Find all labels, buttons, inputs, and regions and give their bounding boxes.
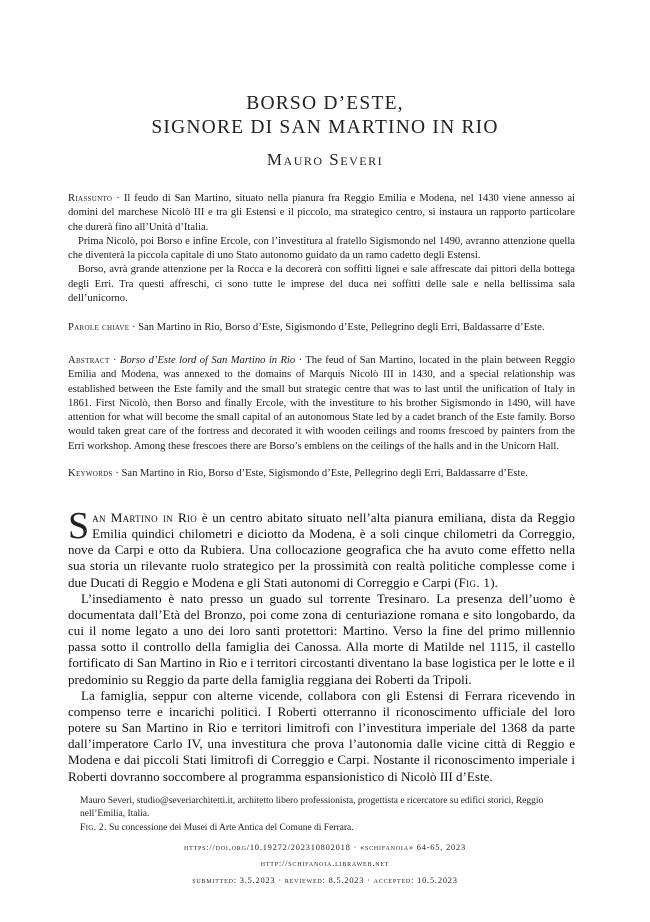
article-title-line1: BORSO D’ESTE, bbox=[246, 93, 404, 114]
riassunto-paragraph-1: Il feudo di San Martino, situato nella pianura fra Reggio Emilia e Modena, nel 1430 viene annesso ai domini del marchese Nicolò III e tra gli Estensi e il piccolo, ma strategico centro, si instaura un rapporto particolare che durerà fino all’Unità d’Italia. bbox=[68, 193, 575, 233]
abstract-block bbox=[68, 354, 575, 454]
body-paragraph-1-end: ). bbox=[490, 574, 498, 590]
journal-url-line[interactable]: http://schifanoia.libraweb.net bbox=[260, 859, 390, 868]
abstract-label: Abstract bbox=[68, 355, 110, 366]
article-title-line2: SIGNORE DI SAN MARTINO IN RIO bbox=[151, 117, 499, 138]
riassunto-label: Riassunto bbox=[68, 193, 113, 204]
author-footnote: Mauro Severi, studio@severiarchitetti.it, architetto libero professionista, progettista e ricercatore su edifici storici, Reggio nell’Emilia, Italia. bbox=[80, 796, 544, 819]
doi-line[interactable]: https://doi.org/10.19272/202310802018 · «schifanoia» 64-65, 2023 bbox=[183, 843, 467, 852]
abstract-title: Borso d’Este lord of San Martino in Rio bbox=[119, 355, 296, 366]
figure-caption-footnote bbox=[80, 822, 575, 835]
parole-chiave-block bbox=[68, 321, 575, 335]
riassunto-separator: · bbox=[112, 193, 124, 204]
abstract-text: · The feud of San Martino, located in the plain between Reggio Emilia and Modena, was annexed to the domains of Marquis Nicolò III in 1430, and a special relationship was established between the Este family and the small but strategic centre that was to last until the unification of Italy in 1861. First Nicolò, then Borso and finally Ercole, with the investiture to his brother Sigismondo in 1490, will have attention for what will become the small capital of an autonomous State led by a cadet branch of the Este family. Borso would taken great care of the fortress and decorated it with wooden ceilings and rooms frescoed by painters from the Erri workshop. Among these frescoes there are Borso’s emblens on the ceilings of the halls and in the Unicorn Hall. bbox=[68, 355, 575, 452]
place-name-smallcaps: an Martino in Rio bbox=[92, 510, 198, 525]
body-paragraph-2: L’insediamento è nato presso un guado sul torrente Tresinaro. La presenza dell’uomo è documentata dall’Età del Bronzo, poi come zona di centuriazione romana e sito longobardo, da cui il nome legato a uno dei loro santi protettori: Martino. Verso la fine del primo millennio passa sotto il controllo della famiglia dei Canossa. Alla morte di Matilde nel 1115, il castello fortificato di San Martino in Rio e i territori circostanti diventano la base logistica per le lotte e il predominio su Reggio da parte della famiglia reggiana dei Roberti da Tripoli. bbox=[68, 590, 575, 687]
keywords-text: San Martino in Rio, Borso d’Este, Sigismondo d’Este, Pellegrino degli Erri, Baldassarre d’Este. bbox=[121, 468, 528, 479]
body-paragraph-3: La famiglia, seppur con alterne vicende, collabora con gli Estensi di Ferrara ricevendo in compenso terre e incarichi politici. I Roberti otterranno il riconoscimento ufficiale del loro potere su San Martino in Rio e territori limitrofi con l’investitura imperiale del 1368 da parte dall’imperatore Carlo IV, una investitura che prova l’autonomia dalle vicine città di Reggio e Modena e dai piccoli Stati limitrofi di Correggio e Carpi. Nostante il riconoscimento imperiale i Roberti dovranno soccombere al programma espansionistico di Nicolò III d’Este. bbox=[68, 687, 575, 784]
figure-reference-link[interactable]: Fig. 1 bbox=[458, 574, 491, 590]
article-author: Mauro Severi bbox=[266, 150, 384, 169]
submission-dates-line: submitted: 3.5.2023 · reviewed: 8.5.2023 · accepted: 10.5.2023 bbox=[192, 876, 458, 885]
keywords-block bbox=[68, 467, 575, 481]
figure-caption-text: Su concessione dei Musei di Arte Antica del Comune di Ferrara. bbox=[106, 823, 354, 833]
riassunto-block bbox=[68, 192, 575, 306]
figure-caption-label: Fig. 2. bbox=[80, 823, 107, 833]
body-paragraph-1 bbox=[68, 505, 575, 591]
parole-chiave-separator: · bbox=[129, 322, 139, 333]
article-body bbox=[68, 505, 575, 785]
abstract-separator: · bbox=[109, 355, 120, 366]
parole-chiave-text: San Martino in Rio, Borso d’Este, Sigismondo d’Este, Pellegrino degli Erri, Baldassarre d’Este. bbox=[138, 322, 545, 333]
drop-cap: S bbox=[68, 505, 90, 547]
riassunto-paragraph-3: Borso, avrà grande attenzione per la Rocca e la decorerà con soffitti lignei e sale affrescate dai pittori della bottega degli Erri. Tra questi affreschi, ci sono tutte le imprese del duca nei soffitti delle sale e nella bellissima sala dell’unicorno. bbox=[68, 264, 575, 305]
keywords-separator: · bbox=[112, 468, 122, 479]
riassunto-paragraph-2: Prima Nicolò, poi Borso e infine Ercole, con l’investitura al fratello Sigismondo nel 1490, avranno attenzione quella che diventerà la piccola capitale di uno Stato autonomo guidato da un ramo cadetto degli Estensi. bbox=[68, 235, 575, 262]
body-paragraph-1-text: è un centro abitato situato nell’alta pianura emiliana, dista da Reggio Emilia quindici chilometri e diciotto da Modena, è a soli cinque chilometri da Correggio, nove da Carpi e otto da Rubiera. Una collocazione geografica che ha avuto come effetto nella sua storia un rilevante ruolo strategico per la prossimità con realtà politiche complesse come i due Ducati di Reggio e Modena e gli Stati autonomi di Correggio e Carpi ( bbox=[68, 510, 575, 590]
keywords-label: Keywords bbox=[68, 468, 113, 479]
parole-chiave-label: Parole chiave bbox=[68, 322, 130, 333]
